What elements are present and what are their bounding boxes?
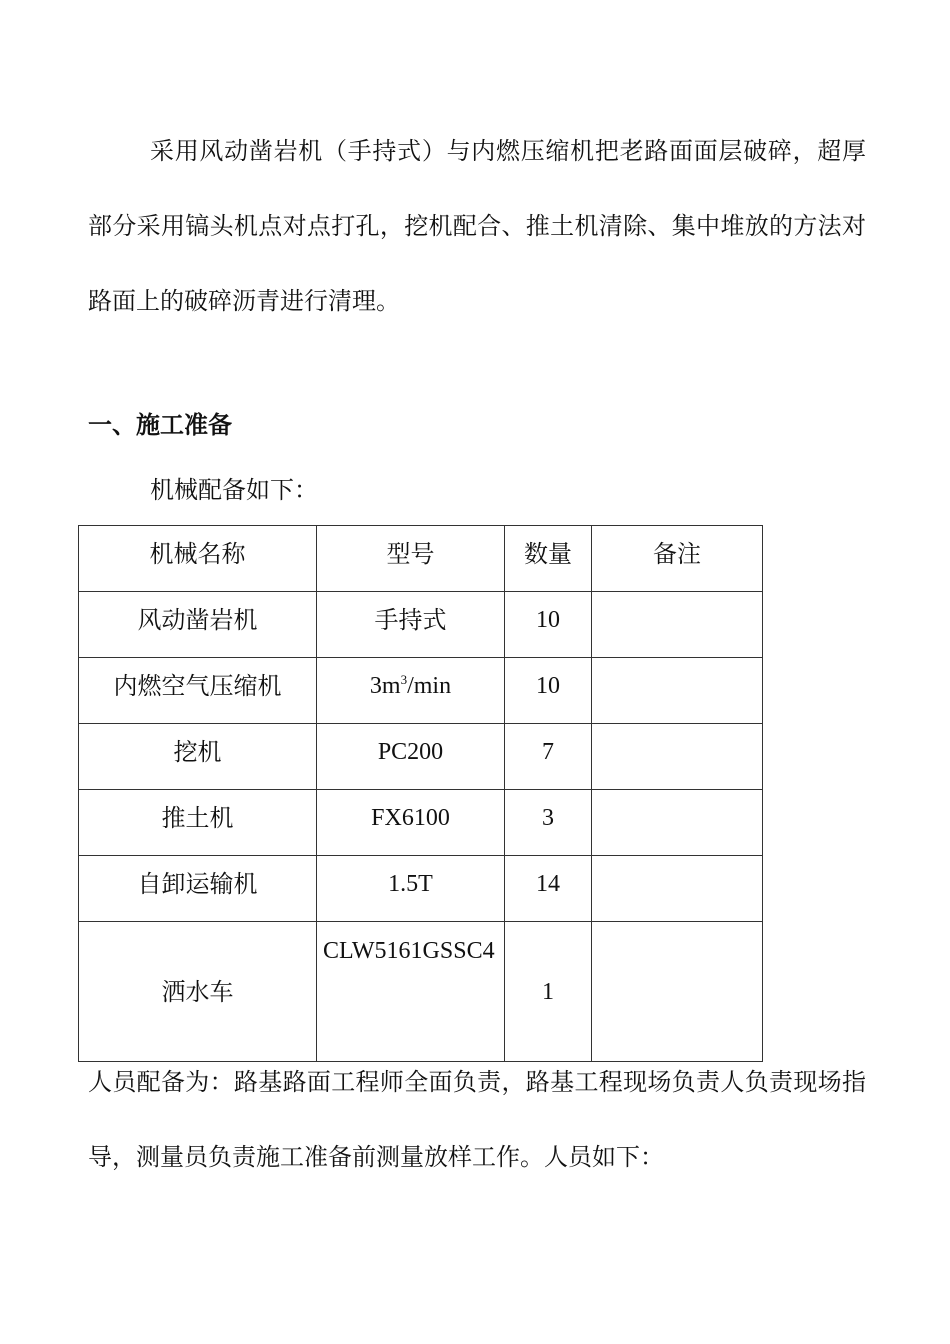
table-row	[79, 592, 763, 658]
quantity-cell: 10	[505, 592, 592, 658]
quantity-cell: 14	[505, 856, 592, 922]
machine-name-cell: 内燃空气压缩机	[79, 658, 317, 724]
quantity-cell: 1	[505, 922, 592, 1062]
model-cell	[317, 658, 505, 724]
model-cell: 1.5T	[317, 856, 505, 922]
quantity-cell: 10	[505, 658, 592, 724]
quantity-cell: 3	[505, 790, 592, 856]
header-note: 备注	[592, 526, 763, 592]
table-row	[79, 856, 763, 922]
table-row	[79, 724, 763, 790]
note-cell	[592, 592, 763, 658]
note-cell	[592, 658, 763, 724]
note-cell	[592, 724, 763, 790]
machine-name-cell: 风动凿岩机	[79, 592, 317, 658]
machine-name-cell: 挖机	[79, 724, 317, 790]
machine-name-cell: 推土机	[79, 790, 317, 856]
note-cell	[592, 790, 763, 856]
model-prefix: 3m	[369, 673, 401, 699]
table-row	[79, 658, 763, 724]
model-superscript: 3	[400, 672, 408, 687]
model-suffix: /min	[407, 673, 452, 699]
header-machine-name: 机械名称	[79, 526, 317, 592]
table-header-row	[79, 526, 763, 592]
intro-paragraph: 采用风动凿岩机（手持式）与内燃压缩机把老路面面层破碎，超厚部分采用镐头机点对点打孔，挖机配合、推土机清除、集中堆放的方法对路面上的破碎沥青进行清理。	[88, 137, 866, 315]
personnel-paragraph: 人员配备为：路基路面工程师全面负责，路基工程现场负责人负责现场指导，测量员负责施工准备前测量放样工作。人员如下：	[88, 1068, 866, 1171]
section-heading: 一、施工准备	[88, 410, 232, 439]
note-cell	[592, 856, 763, 922]
header-model: 型号	[317, 526, 505, 592]
model-cell: FX6100	[317, 790, 505, 856]
model-cell: 手持式	[317, 592, 505, 658]
header-quantity: 数量	[505, 526, 592, 592]
model-cell: PC200	[317, 724, 505, 790]
machine-list-intro: 机械配备如下：	[150, 476, 318, 504]
machine-name-cell: 自卸运输机	[79, 856, 317, 922]
equipment-table	[78, 525, 763, 1062]
table-row	[79, 922, 763, 1062]
table-row	[79, 790, 763, 856]
model-text: CLW5161GSSC4	[323, 938, 495, 964]
model-cell	[317, 922, 505, 1062]
note-cell	[592, 922, 763, 1062]
quantity-cell: 7	[505, 724, 592, 790]
machine-name-cell: 洒水车	[79, 922, 317, 1062]
